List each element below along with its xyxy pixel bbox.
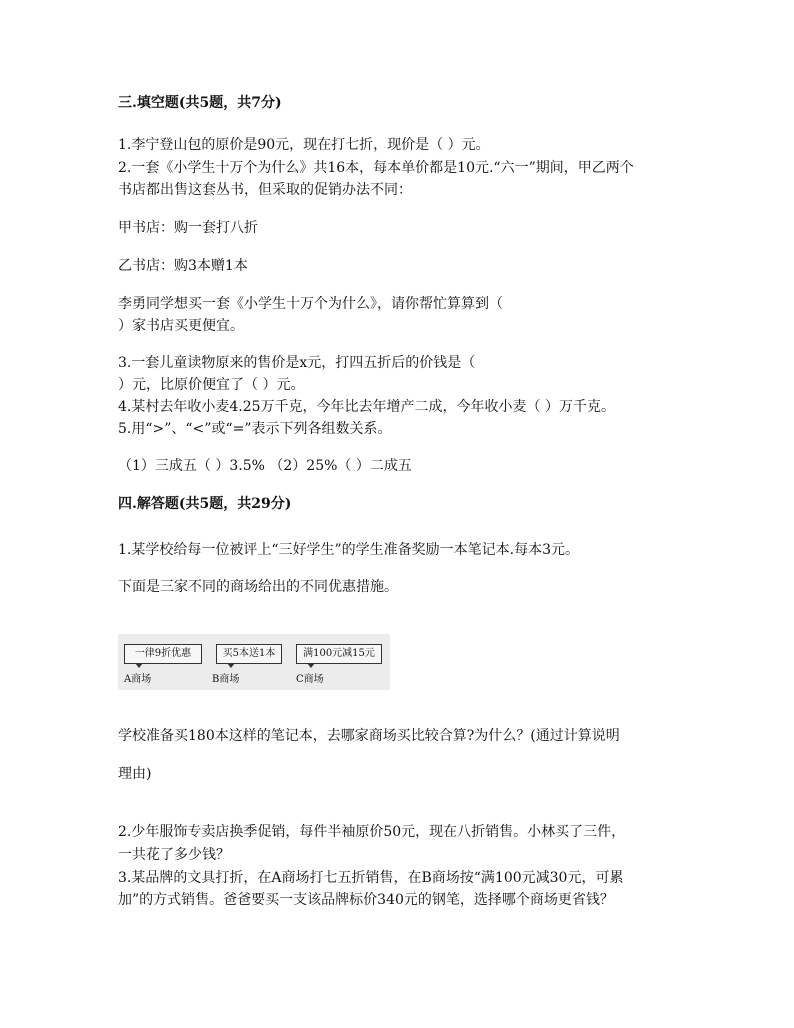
discount-figure <box>118 634 390 690</box>
mall-label-c: C商场 <box>296 674 324 685</box>
q2-question-1: 李勇同学想买一套《小学生十万个为什么》，请你帮忙算算到（ <box>118 296 503 312</box>
q2-line-1: 2.一套《小学生十万个为什么》共16本，每本单价都是10元.“六一”期间，甲乙两个 <box>118 160 634 176</box>
q2-store-a: 甲书店：购一套打八折 <box>118 220 258 236</box>
offer-bubble-b: 买5本送1本 <box>216 644 282 664</box>
offer-bubble-a: 一律9折优惠 <box>124 644 202 664</box>
p2-line-1: 2.少年服饰专卖店换季促销，每件半袖原价50元，现在八折销售。小林买了三件， <box>118 824 626 840</box>
q3-line-2: ）元，比原价便宜了（ ）元。 <box>118 377 305 393</box>
q2-store-b: 乙书店：购3本赠1本 <box>118 258 248 274</box>
q5-items: （1）三成五（ ）3.5% （2）25%（ ）二成五 <box>118 458 412 474</box>
p1-line-2: 下面是三家不同的商场给出的不同优惠措施。 <box>118 579 398 595</box>
p1-line-4: 理由) <box>118 766 152 782</box>
q2-line-2: 书店都出售这套丛书，但采取的促销办法不同： <box>118 182 412 198</box>
p1-line-3: 学校准备买180本这样的笔记本，去哪家商场买比较合算?为什么？(通过计算说明 <box>118 728 620 744</box>
q1-line: 1.李宁登山包的原价是90元，现在打七折，现价是（ ）元。 <box>118 137 490 153</box>
section4-heading: 四.解答题(共5题，共29分) <box>118 496 292 512</box>
p2-line-2: 一共花了多少钱？ <box>118 847 230 863</box>
section3-heading: 三.填空题(共5题，共7分) <box>118 95 282 111</box>
q3-line-1: 3.一套儿童读物原来的售价是x元，打四五折后的价钱是（ <box>118 355 476 371</box>
mall-label-a: A商场 <box>124 674 152 685</box>
q4-line: 4.某村去年收小麦4.25万千克，今年比去年增产二成，今年收小麦（ ）万千克。 <box>118 399 615 415</box>
q5-line: 5.用“>”、“<”或“=”表示下列各组数关系。 <box>118 421 392 437</box>
mall-label-b: B商场 <box>212 674 240 685</box>
offer-bubble-c: 满100元减15元 <box>296 644 382 664</box>
p3-line-2: 加”的方式销售。爸爸要买一支该品牌标价340元的钢笔，选择哪个商场更省钱？ <box>118 892 614 908</box>
p1-line-1: 1.某学校给每一位被评上“三好学生”的学生准备奖励一本笔记本.每本3元。 <box>118 542 580 558</box>
q2-question-2: ）家书店买更便宜。 <box>118 318 244 334</box>
p3-line-1: 3.某品牌的文具打折，在A商场打七五折销售，在B商场按“满100元减30元，可累 <box>118 870 624 886</box>
